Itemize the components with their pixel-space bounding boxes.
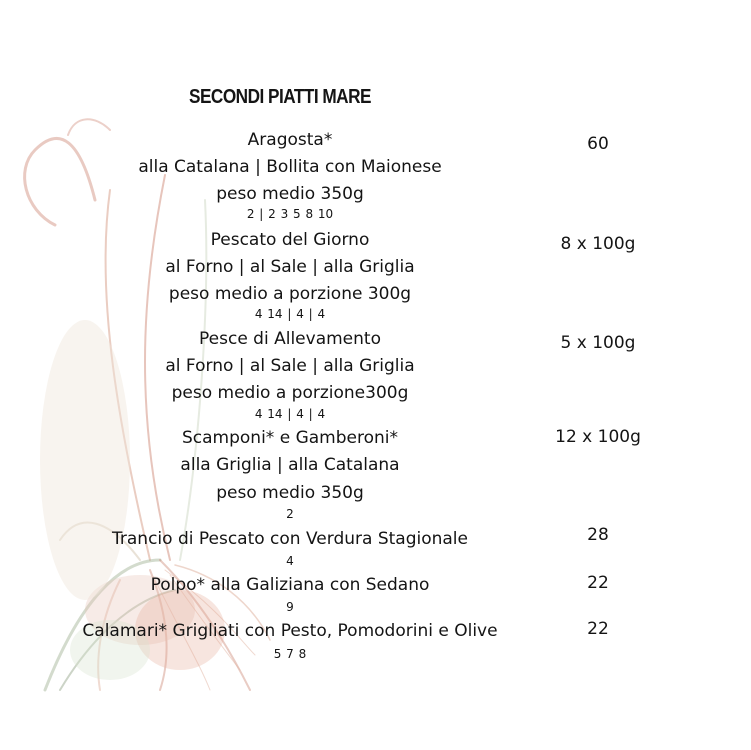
dish-weight: peso medio 350g <box>216 483 364 503</box>
dish-price: 22 <box>587 619 609 639</box>
section-title: SECONDI PIATTI MARE <box>189 86 371 108</box>
dish-name: Polpo* alla Galiziana con Sedano <box>150 575 430 595</box>
dish-price: 22 <box>587 573 609 593</box>
dish-price: 8 x 100g <box>560 234 636 254</box>
dish-name: Aragosta* <box>247 130 333 150</box>
dish-options: alla Catalana | Bollita con Maionese <box>138 157 442 177</box>
dish-name: Trancio di Pescato con Verdura Stagionale <box>112 529 468 549</box>
dish-allergens: 4 <box>286 554 294 568</box>
dish-allergens: 2 | 2 3 5 8 10 <box>246 207 334 221</box>
dish-name: Calamari* Grigliati con Pesto, Pomodorini e Olive <box>82 621 498 641</box>
dish-options: alla Griglia | alla Catalana <box>180 455 400 475</box>
dish-allergens: 4 14 | 4 | 4 <box>254 407 326 421</box>
dish-allergens: 2 <box>286 507 294 521</box>
dish-weight: peso medio a porzione 300g <box>168 284 412 304</box>
dish-price: 28 <box>587 525 609 545</box>
dish-allergens: 4 14 | 4 | 4 <box>254 307 326 321</box>
dish-name: Pesce di Allevamento <box>199 329 381 349</box>
dish-name: Pescato del Giorno <box>210 230 370 250</box>
dish-name: Scamponi* e Gamberoni* <box>182 428 398 448</box>
dish-options: al Forno | al Sale | alla Griglia <box>165 257 415 277</box>
dish-options: al Forno | al Sale | alla Griglia <box>165 356 415 376</box>
dish-price: 5 x 100g <box>560 333 636 353</box>
dish-allergens: 5 7 8 <box>273 647 307 661</box>
dish-weight: peso medio 350g <box>216 184 364 204</box>
dish-price: 12 x 100g <box>555 427 641 447</box>
dish-price: 60 <box>587 134 609 154</box>
dish-allergens: 9 <box>286 600 294 614</box>
dish-weight: peso medio a porzione300g <box>171 383 409 403</box>
